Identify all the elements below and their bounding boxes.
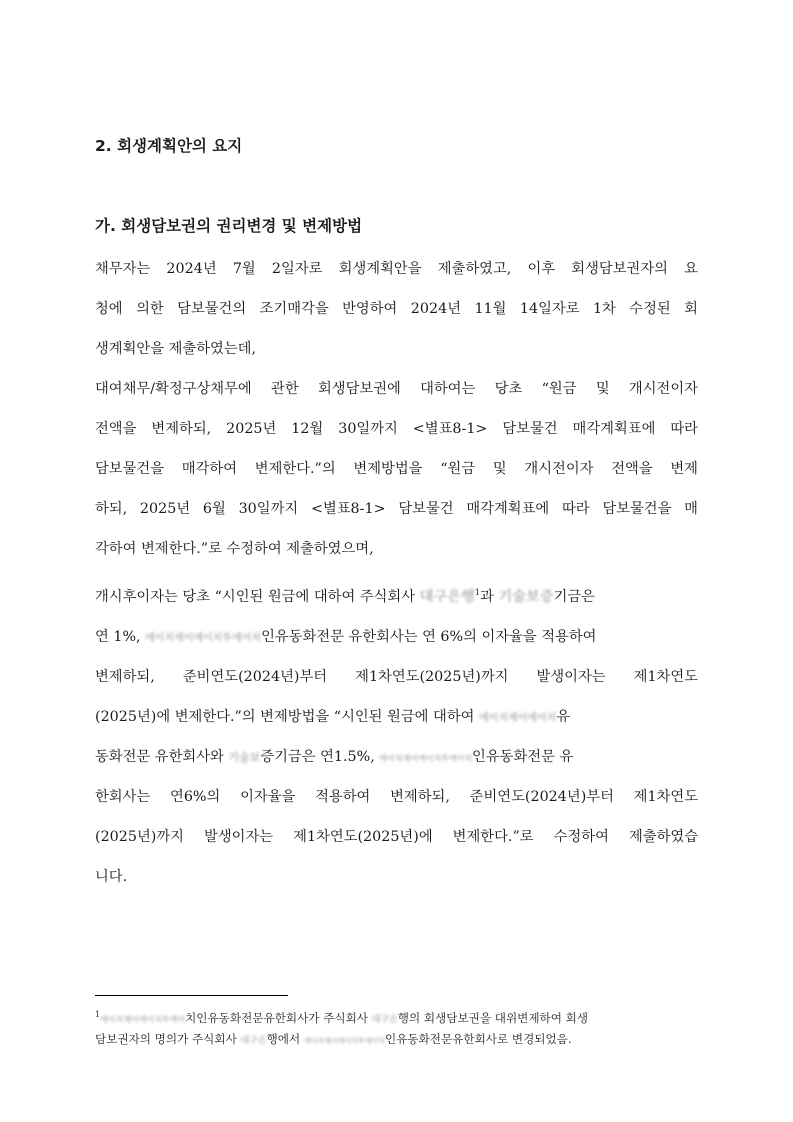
text: 치인유동화전문유한회사가 주식회사 [185, 1011, 372, 1025]
text: 개시후이자는 당초 “시인된 원금에 대하여 주식회사 [95, 589, 420, 605]
text: 인유동화전문유한회사로 변경되었음. [385, 1032, 572, 1046]
footnote-line-1 [95, 1007, 698, 1029]
text: 기금은 [553, 589, 595, 605]
redacted-text: 기술보 [228, 751, 261, 764]
text: 인유동화전문 유 [472, 749, 574, 765]
redacted-text: 기술보증 [498, 589, 554, 605]
redacted-text: 에이치제이에이치투에이 [100, 1015, 186, 1024]
paragraph-3-line-7: (2025년)까지 발생이자는 제1차연도(2025년)에 변제한다.”로 수정하여 제출하였습 [95, 829, 698, 845]
subsection-title: 가. 회생담보권의 권리변경 및 변제방법 [95, 217, 363, 235]
text: 인유동화전문 유한회사는 연 6%의 이자율을 적용하여 [261, 629, 597, 645]
paragraph-2-line-2: 전액을 변제하되, 2025년 12월 30일까지 <별표8-1> 담보물건 매각계획표에 따라 [95, 421, 698, 437]
redacted-text: 에이치제이에이치투에이치 [145, 633, 262, 644]
redacted-text: 에이치제이에이치 [479, 713, 557, 724]
footnote-line-2 [95, 1028, 698, 1050]
redacted-text: 대구은 [240, 1036, 267, 1046]
text: 유 [556, 709, 571, 725]
redacted-text: 대구은 [371, 1015, 398, 1025]
redacted-text: 대구은행 [419, 589, 475, 605]
paragraph-1-line-1: 채무자는 2024년 7월 2일자로 회생계획안을 제출하였고, 이후 회생담보권자의 요 [95, 261, 698, 277]
paragraph-2-line-4: 하되, 2025년 6월 30일까지 <별표8-1> 담보물건 매각계획표에 따라 담보물건을 매 [95, 501, 698, 517]
footnote-marker: 1 [474, 588, 480, 598]
paragraph-3-line-3: 변제하되, 준비연도(2024년)부터 제1차연도(2025년)까지 발생이자는 제1차연도 [95, 669, 698, 685]
text: 행에서 [266, 1032, 304, 1046]
paragraph-3-line-6: 한회사는 연6%의 이자율을 적용하여 변제하되, 준비연도(2024년)부터 제1차연도 [95, 789, 698, 805]
paragraph-3-line-4 [95, 702, 698, 732]
paragraph-2-line-5: 각하여 변제한다.”로 수정하여 제출하였으며, [95, 541, 374, 557]
redacted-text: 에이치제이에이치투에이치 [379, 754, 473, 763]
paragraph-2-line-1: 대여채무/확정구상채무에 관한 회생담보권에 대하여는 당초 “원금 및 개시전이자 [95, 381, 698, 397]
redacted-text: 에이치제이에이치투에이치 [303, 1037, 385, 1045]
footnote-number: 1 [95, 1010, 101, 1020]
paragraph-2-line-3: 담보물건을 매각하여 변제한다.”의 변제방법을 “원금 및 개시전이자 전액을 변제 [95, 461, 698, 477]
text: 연 1%, [95, 629, 146, 645]
text: 행의 회생담보권을 대위변제하여 회생 [397, 1011, 589, 1025]
paragraph-3-line-1 [95, 582, 698, 612]
footnote-separator [95, 995, 288, 996]
section-title: 2. 회생계획안의 요지 [95, 137, 243, 155]
text: 동화전문 유한회사와 [95, 749, 229, 765]
paragraph-3-line-8: 니다. [95, 869, 128, 885]
text: (2025년)에 변제한다.”의 변제방법을 “시인된 원금에 대하여 [95, 709, 479, 725]
paragraph-3-line-2 [95, 622, 698, 652]
text: 담보권자의 명의가 주식회사 [95, 1032, 241, 1046]
text: 과 [479, 589, 499, 605]
paragraph-3-line-5 [95, 742, 698, 772]
text: 증기금은 연1.5%, [260, 749, 380, 765]
paragraph-1-line-2: 청에 의한 담보물건의 조기매각을 반영하여 2024년 11월 14일자로 1차 수정된 회 [95, 301, 698, 317]
paragraph-1-line-3: 생계획안을 제출하였는데, [95, 341, 257, 357]
